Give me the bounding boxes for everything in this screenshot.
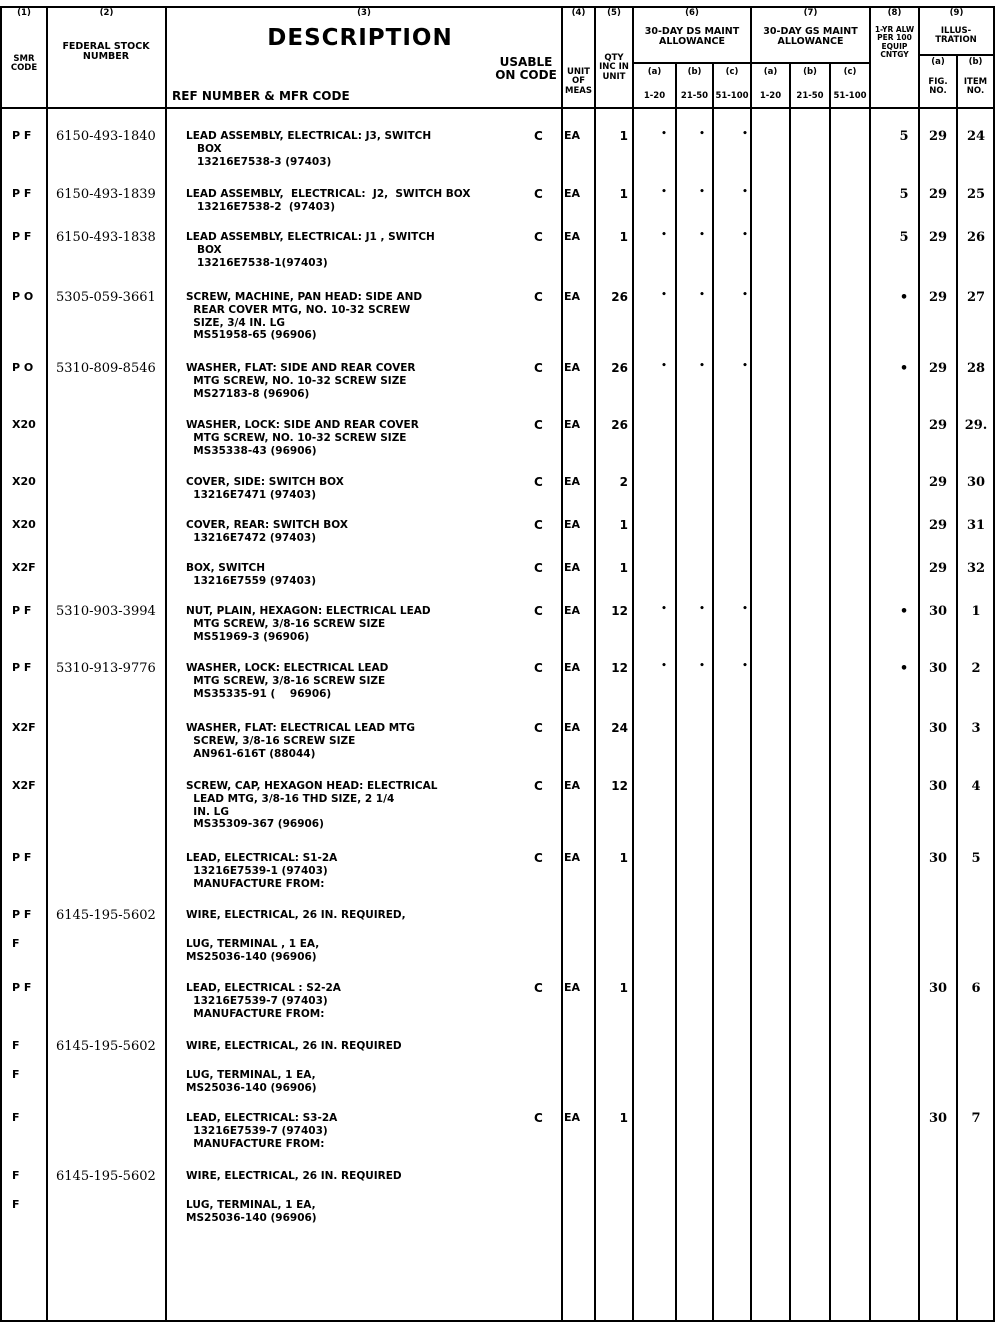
ds-allowance-c: • xyxy=(742,361,748,371)
header-yr-alw: 1-YR ALW PER 100 EQUIP CNTGY xyxy=(874,25,915,59)
description: WIRE, ELECTRICAL, 26 IN. REQUIRED xyxy=(186,1040,402,1052)
qty-inc-in-unit: 26 xyxy=(611,418,628,432)
figure-number: 29 xyxy=(928,561,948,576)
smr-code: P F xyxy=(12,230,32,243)
qty-inc-in-unit: 1 xyxy=(619,518,628,532)
usable-on-code: C xyxy=(534,604,543,618)
description: WASHER, FLAT: SIDE AND REAR COVER MTG SCREW, NO. 10-32 SCREW SIZE MS27183-8 (96906) xyxy=(186,362,416,400)
yr-allowance: • xyxy=(899,604,909,619)
qty-inc-in-unit: 1 xyxy=(619,981,628,995)
smr-code: F xyxy=(12,1111,20,1124)
header-ref-number: REF NUMBER & MFR CODE xyxy=(172,89,350,103)
header-unit-of-meas: UNIT OF MEAS xyxy=(565,67,592,96)
ds-allowance-b: • xyxy=(699,361,705,371)
ds-sub-c: (c) xyxy=(725,67,739,77)
rule-bottom xyxy=(0,1320,995,1322)
description: BOX, SWITCH 13216E7559 (97403) xyxy=(186,562,317,587)
ds-allowance-b: • xyxy=(699,187,705,197)
rule-smr xyxy=(46,7,48,1321)
rule-fsn xyxy=(165,7,167,1321)
description: WASHER, LOCK: ELECTRICAL LEAD MTG SCREW, 3/8-16 SCREW SIZE MS35335-91 ( 96906) xyxy=(186,662,389,700)
header-fig-no: FIG. NO. xyxy=(928,77,948,97)
col7-number: (7) xyxy=(803,8,818,18)
ds-allowance-c: • xyxy=(742,187,748,197)
figure-number: 30 xyxy=(928,981,948,996)
figure-number: 30 xyxy=(928,661,948,676)
smr-code: X20 xyxy=(12,518,36,531)
description: LEAD, ELECTRICAL: S3-2A 13216E7539-7 (97403) MANUFACTURE FROM: xyxy=(186,1112,338,1150)
rule-gs-bc xyxy=(829,62,831,1321)
qty-inc-in-unit: 12 xyxy=(611,661,628,675)
unit-of-measure: EA xyxy=(564,661,581,674)
gs-sub-b: (b) xyxy=(803,67,817,77)
yr-allowance: 5 xyxy=(899,230,909,245)
usable-on-code: C xyxy=(534,561,543,575)
qty-inc-in-unit: 26 xyxy=(611,361,628,375)
description: LUG, TERMINAL, 1 EA, MS25036-140 (96906) xyxy=(186,1199,317,1224)
unit-of-measure: EA xyxy=(564,851,581,864)
description: LUG, TERMINAL, 1 EA, MS25036-140 (96906) xyxy=(186,1069,317,1094)
unit-of-measure: EA xyxy=(564,981,581,994)
qty-inc-in-unit: 12 xyxy=(611,779,628,793)
figure-number: 29 xyxy=(928,361,948,376)
col8-number: (8) xyxy=(887,8,902,18)
ds-allowance-a: • xyxy=(661,290,667,300)
rule-top xyxy=(0,6,995,8)
usable-on-code: C xyxy=(534,361,543,375)
description: COVER, SIDE: SWITCH BOX 13216E7471 (97403) xyxy=(186,476,344,501)
description: LUG, TERMINAL , 1 EA, MS25036-140 (96906) xyxy=(186,938,320,963)
item-number: 29. xyxy=(964,418,988,433)
figure-number: 30 xyxy=(928,604,948,619)
illus-sub-b: (b) xyxy=(968,57,983,67)
yr-allowance: • xyxy=(899,661,909,676)
item-number: 25 xyxy=(966,187,986,202)
ds-sub-a: (a) xyxy=(647,67,662,77)
description: LEAD ASSEMBLY, ELECTRICAL: J3, SWITCH BOX 13216E7538-3 (97403) xyxy=(186,130,432,168)
item-number: 1 xyxy=(971,604,981,619)
col4-number: (4) xyxy=(571,8,586,18)
usable-on-code: C xyxy=(534,187,543,201)
ds-allowance-b: • xyxy=(699,661,705,671)
unit-of-measure: EA xyxy=(564,561,581,574)
ds-allowance-c: • xyxy=(742,290,748,300)
unit-of-measure: EA xyxy=(564,518,581,531)
ds-allowance-a: • xyxy=(661,361,667,371)
item-number: 31 xyxy=(966,518,986,533)
ds-range-a: 1-20 xyxy=(643,91,666,101)
figure-number: 29 xyxy=(928,418,948,433)
gs-range-c: 51-100 xyxy=(833,91,867,101)
usable-on-code: C xyxy=(534,230,543,244)
unit-of-measure: EA xyxy=(564,290,581,303)
rule-desc xyxy=(561,7,563,1321)
description: SCREW, CAP, HEXAGON HEAD: ELECTRICAL LEAD MTG, 3/8-16 THD SIZE, 2 1/4 IN. LG MS35309-367 (96906) xyxy=(186,780,438,831)
item-number: 2 xyxy=(971,661,981,676)
figure-number: 29 xyxy=(928,129,948,144)
federal-stock-number: 5305-059-3661 xyxy=(56,290,156,305)
smr-code: P F xyxy=(12,851,32,864)
unit-of-measure: EA xyxy=(564,779,581,792)
item-number: 6 xyxy=(971,981,981,996)
rule-left xyxy=(0,7,2,1321)
usable-on-code: C xyxy=(534,290,543,304)
ds-allowance-a: • xyxy=(661,129,667,139)
rule-qty xyxy=(632,7,634,1321)
rule-maint-sub xyxy=(632,62,869,64)
smr-code: P F xyxy=(12,604,32,617)
ds-allowance-b: • xyxy=(699,129,705,139)
federal-stock-number: 6150-493-1838 xyxy=(56,230,156,245)
smr-code: F xyxy=(12,1039,20,1052)
federal-stock-number: 6150-493-1839 xyxy=(56,187,156,202)
smr-code: P F xyxy=(12,187,32,200)
item-number: 5 xyxy=(971,851,981,866)
rule-gs-ab xyxy=(789,62,791,1321)
item-number: 26 xyxy=(966,230,986,245)
qty-inc-in-unit: 1 xyxy=(619,129,628,143)
smr-code: P F xyxy=(12,908,32,921)
ds-allowance-a: • xyxy=(661,187,667,197)
qty-inc-in-unit: 12 xyxy=(611,604,628,618)
ds-allowance-c: • xyxy=(742,129,748,139)
description: COVER, REAR: SWITCH BOX 13216E7472 (97403) xyxy=(186,519,348,544)
usable-on-code: C xyxy=(534,475,543,489)
item-number: 3 xyxy=(971,721,981,736)
smr-code: X2F xyxy=(12,779,36,792)
federal-stock-number: 6145-195-5602 xyxy=(56,1169,156,1184)
smr-code: X20 xyxy=(12,475,36,488)
unit-of-measure: EA xyxy=(564,361,581,374)
unit-of-measure: EA xyxy=(564,230,581,243)
item-number: 27 xyxy=(966,290,986,305)
smr-code: X2F xyxy=(12,561,36,574)
description: LEAD, ELECTRICAL: S1-2A 13216E7539-1 (97403) MANUFACTURE FROM: xyxy=(186,852,338,890)
figure-number: 30 xyxy=(928,1111,948,1126)
item-number: 4 xyxy=(971,779,981,794)
smr-code: F xyxy=(12,1169,20,1182)
description: LEAD ASSEMBLY, ELECTRICAL: J1 , SWITCH BOX 13216E7538-1(97403) xyxy=(186,231,435,269)
federal-stock-number: 5310-913-9776 xyxy=(56,661,156,676)
rule-ds-ab xyxy=(675,62,677,1321)
usable-on-code: C xyxy=(534,981,543,995)
smr-code: F xyxy=(12,1068,20,1081)
usable-on-code: C xyxy=(534,1111,543,1125)
item-number: 32 xyxy=(966,561,986,576)
col6-number: (6) xyxy=(685,8,699,18)
ds-allowance-c: • xyxy=(742,604,748,614)
federal-stock-number: 6145-195-5602 xyxy=(56,908,156,923)
ds-allowance-c: • xyxy=(742,661,748,671)
smr-code: P F xyxy=(12,981,32,994)
unit-of-measure: EA xyxy=(564,187,581,200)
federal-stock-number: 5310-903-3994 xyxy=(56,604,156,619)
qty-inc-in-unit: 2 xyxy=(619,475,628,489)
item-number: 30 xyxy=(966,475,986,490)
qty-inc-in-unit: 1 xyxy=(619,1111,628,1125)
description: SCREW, MACHINE, PAN HEAD: SIDE AND REAR COVER MTG, NO. 10-32 SCREW SIZE, 3/4 IN. LG MS51958-65 (96906) xyxy=(186,291,423,342)
qty-inc-in-unit: 1 xyxy=(619,561,628,575)
ds-allowance-a: • xyxy=(661,230,667,240)
smr-code: X2F xyxy=(12,721,36,734)
rule-header-bottom xyxy=(0,107,995,109)
figure-number: 29 xyxy=(928,290,948,305)
ds-sub-b: (b) xyxy=(687,67,702,77)
figure-number: 30 xyxy=(928,779,948,794)
col1-number: (1) xyxy=(17,8,31,18)
usable-on-code: C xyxy=(534,851,543,865)
header-usable-on-code: USABLE ON CODE xyxy=(495,55,557,83)
federal-stock-number: 5310-809-8546 xyxy=(56,361,156,376)
yr-allowance: 5 xyxy=(899,129,909,144)
usable-on-code: C xyxy=(534,721,543,735)
header-description: DESCRIPTION xyxy=(267,25,453,51)
figure-number: 30 xyxy=(928,851,948,866)
qty-inc-in-unit: 1 xyxy=(619,187,628,201)
description: WIRE, ELECTRICAL, 26 IN. REQUIRED, xyxy=(186,909,406,921)
federal-stock-number: 6145-195-5602 xyxy=(56,1039,156,1054)
description: WASHER, LOCK: SIDE AND REAR COVER MTG SCREW, NO. 10-32 SCREW SIZE MS35338-43 (96906) xyxy=(186,419,419,457)
ds-allowance-c: • xyxy=(742,230,748,240)
smr-code: F xyxy=(12,1198,20,1211)
rule-illus-sub xyxy=(918,54,995,56)
qty-inc-in-unit: 26 xyxy=(611,290,628,304)
gs-range-b: 21-50 xyxy=(796,91,824,101)
description: WIRE, ELECTRICAL, 26 IN. REQUIRED xyxy=(186,1170,402,1182)
usable-on-code: C xyxy=(534,129,543,143)
unit-of-measure: EA xyxy=(564,475,581,488)
header-smr-code: SMR CODE xyxy=(10,54,38,74)
ds-range-b: 21-50 xyxy=(680,91,709,101)
ds-allowance-a: • xyxy=(661,604,667,614)
ds-allowance-b: • xyxy=(699,290,705,300)
figure-number: 29 xyxy=(928,230,948,245)
qty-inc-in-unit: 1 xyxy=(619,230,628,244)
figure-number: 29 xyxy=(928,475,948,490)
ds-allowance-b: • xyxy=(699,230,705,240)
unit-of-measure: EA xyxy=(564,1111,581,1124)
col9-number: (9) xyxy=(949,8,964,18)
col5-number: (5) xyxy=(607,8,621,18)
ds-allowance-b: • xyxy=(699,604,705,614)
smr-code: P F xyxy=(12,661,32,674)
figure-number: 30 xyxy=(928,721,948,736)
description: LEAD, ELECTRICAL : S2-2A 13216E7539-7 (97403) MANUFACTURE FROM: xyxy=(186,982,341,1020)
gs-range-a: 1-20 xyxy=(759,91,782,101)
header-ds-maint: 30-DAY DS MAINT ALLOWANCE xyxy=(644,26,740,48)
unit-of-measure: EA xyxy=(564,418,581,431)
smr-code: X20 xyxy=(12,418,36,431)
smr-code: P O xyxy=(12,361,34,374)
description: NUT, PLAIN, HEXAGON: ELECTRICAL LEAD MTG SCREW, 3/8-16 SCREW SIZE MS51969-3 (96906) xyxy=(186,605,431,643)
figure-number: 29 xyxy=(928,518,948,533)
unit-of-measure: EA xyxy=(564,721,581,734)
rule-ds-bc xyxy=(712,62,714,1321)
col2-number: (2) xyxy=(99,8,114,18)
smr-code: F xyxy=(12,937,20,950)
description: WASHER, FLAT: ELECTRICAL LEAD MTG SCREW, 3/8-16 SCREW SIZE AN961-616T (88044) xyxy=(186,722,415,760)
header-item-no: ITEM NO. xyxy=(963,77,988,97)
header-federal-stock-number: FEDERAL STOCK NUMBER xyxy=(62,41,150,63)
ds-range-c: 51-100 xyxy=(715,91,749,101)
qty-inc-in-unit: 24 xyxy=(611,721,628,735)
smr-code: P F xyxy=(12,129,32,142)
col3-number: (3) xyxy=(357,8,371,18)
ds-allowance-a: • xyxy=(661,661,667,671)
illus-sub-a: (a) xyxy=(931,57,945,67)
yr-allowance: • xyxy=(899,290,909,305)
description: LEAD ASSEMBLY, ELECTRICAL: J2, SWITCH BOX 13216E7538-2 (97403) xyxy=(186,188,471,213)
rule-gs-yr xyxy=(869,7,871,1321)
rule-fig-item xyxy=(956,54,958,1321)
yr-allowance: 5 xyxy=(899,187,909,202)
yr-allowance: • xyxy=(899,361,909,376)
item-number: 7 xyxy=(971,1111,981,1126)
usable-on-code: C xyxy=(534,661,543,675)
gs-sub-c: (c) xyxy=(843,67,857,77)
figure-number: 29 xyxy=(928,187,948,202)
unit-of-measure: EA xyxy=(564,604,581,617)
smr-code: P O xyxy=(12,290,34,303)
header-gs-maint: 30-DAY GS MAINT ALLOWANCE xyxy=(763,26,858,48)
header-qty-inc: QTY INC IN UNIT xyxy=(599,53,629,82)
usable-on-code: C xyxy=(534,779,543,793)
federal-stock-number: 6150-493-1840 xyxy=(56,129,156,144)
header-illustration: ILLUS- TRATION xyxy=(935,26,977,46)
item-number: 24 xyxy=(966,129,986,144)
usable-on-code: C xyxy=(534,418,543,432)
gs-sub-a: (a) xyxy=(763,67,778,77)
unit-of-measure: EA xyxy=(564,129,581,142)
item-number: 28 xyxy=(966,361,986,376)
usable-on-code: C xyxy=(534,518,543,532)
qty-inc-in-unit: 1 xyxy=(619,851,628,865)
